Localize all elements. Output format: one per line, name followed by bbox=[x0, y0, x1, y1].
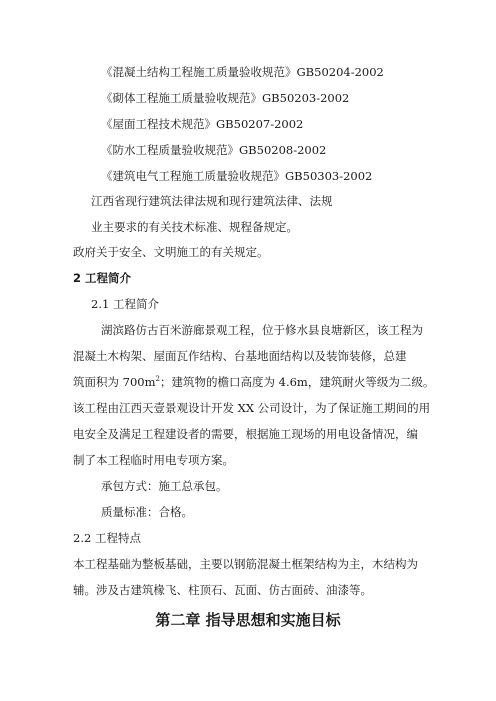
regulation-line: 江西省现行建筑法律法规和现行建筑法律、法规 bbox=[91, 194, 333, 208]
area-unit-superscript: 2 bbox=[155, 375, 160, 384]
height-text: ；建筑物的檐口高度为 4.6m，建筑耐火等级为二级。 bbox=[159, 375, 435, 389]
intro-paragraph-line: 制了本工程临时用电专项方案。 bbox=[73, 453, 234, 467]
standard-item-waterproof: 《防水工程质量验收规范》GB50208-2002 bbox=[101, 143, 327, 157]
chapter-heading: 第二章 指导思想和实施目标 bbox=[155, 611, 341, 629]
features-paragraph-line: 辅。涉及古建筑椽飞、柱顶石、瓦面、仿古面砖、油漆等。 bbox=[73, 583, 372, 597]
area-text: 筑面积为 700m bbox=[73, 375, 156, 389]
standard-item-concrete: 《混凝土结构工程施工质量验收规范》GB50204-2002 bbox=[101, 65, 384, 79]
subsection-heading: 2.2 工程特点 bbox=[73, 531, 141, 545]
standard-item-roofing: 《屋面工程技术规范》GB50207-2002 bbox=[101, 117, 304, 131]
section-heading: 2 工程简介 bbox=[73, 271, 132, 285]
intro-paragraph-line: 电安全及满足工程建设者的需要，根据施工现场的用电设备情况，编 bbox=[73, 427, 418, 441]
standard-item-masonry: 《砌体工程施工质量验收规范》GB50203-2002 bbox=[101, 91, 350, 105]
regulation-line: 业主要求的有关技术标准、规程备规定。 bbox=[91, 220, 298, 234]
intro-paragraph-line: 该工程由江西天壹景观设计开发 XX 公司设计，为了保证施工期间的用 bbox=[73, 401, 431, 415]
intro-paragraph-line bbox=[73, 374, 434, 390]
intro-paragraph-line: 湖滨路仿古百米游廊景观工程，位于修水县良塘新区，该工程为 bbox=[101, 323, 423, 337]
features-paragraph-line: 本工程基础为整板基础，主要以钢筋混凝土框架结构为主，木结构为 bbox=[73, 557, 418, 571]
contract-mode: 承包方式：施工总承包。 bbox=[101, 479, 228, 493]
standard-item-electrical: 《建筑电气工程施工质量验收规范》GB50303-2002 bbox=[101, 169, 373, 183]
quality-standard: 质量标准：合格。 bbox=[101, 505, 193, 519]
intro-paragraph-line: 混凝土木构架、屋面瓦作结构、台基地面结构以及装饰装修，总建 bbox=[73, 349, 407, 363]
subsection-heading: 2.1 工程简介 bbox=[91, 297, 159, 311]
regulation-line: 政府关于安全、文明施工的有关规定。 bbox=[73, 245, 269, 259]
